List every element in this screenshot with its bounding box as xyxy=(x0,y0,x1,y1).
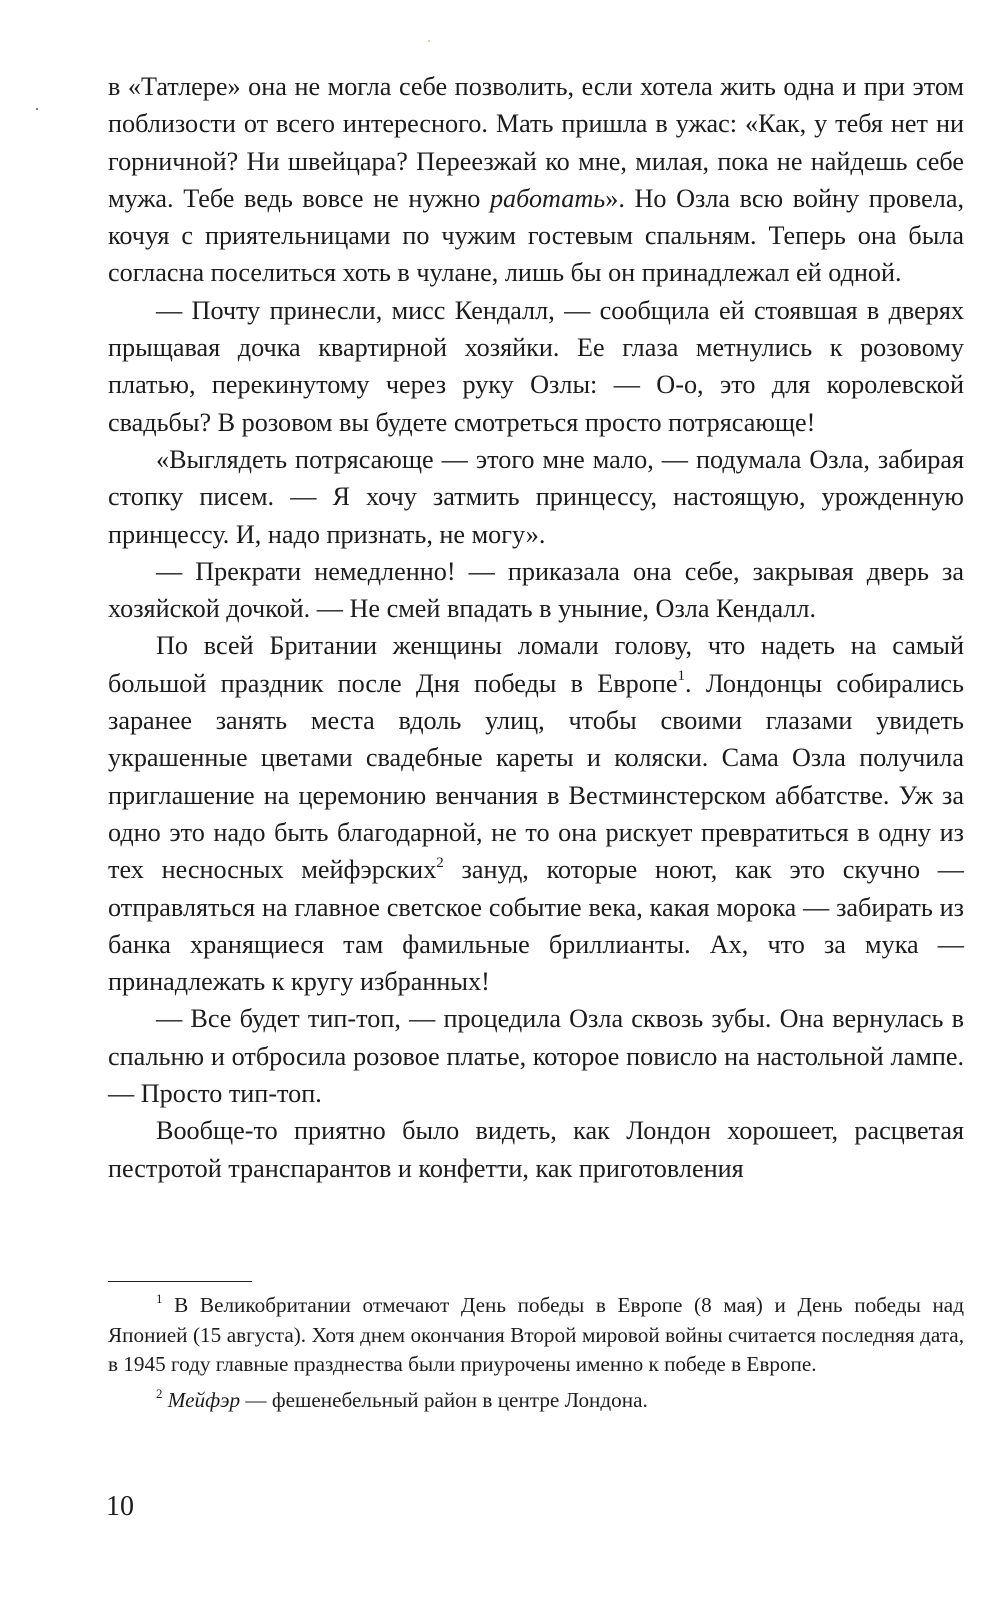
paragraph-5-part-2: . Лондонцы собирались заранее занять места вдоль улиц, чтобы своими глазами увидеть украшенные цветами свадебные кареты и коляски. Сама Озла получила приглашение на церемонию венчания в Вестминстерском аббатстве. Уж за одно это надо быть благодарной, не то она рискует превратиться в одну из тех несносных мейфэрских xyxy=(108,668,964,885)
paragraph-6: — Все будет тип-топ, — процедила Озла сквозь зубы. Она вернулась в спальню и отбросила розовое платье, которое повисло на настольной лампе. — Просто тип-топ. xyxy=(108,1004,964,1109)
scan-speck xyxy=(428,40,430,42)
page-number: 10 xyxy=(106,1491,134,1522)
footnotes xyxy=(108,1291,964,1415)
footnote-1-marker: 1 xyxy=(156,1290,163,1306)
footnote-1-text: В Великобритании отмечают День победы в Европе (8 мая) и День победы над Японией (15 августа). Хотя днем окончания Второй мировой войны считается последняя дата, в 1945 году главные празднества были приурочены именно к победе в Европе. xyxy=(108,1293,964,1377)
paragraph-7: Вообще-то приятно было видеть, как Лондон хорошеет, расцветая пестротой транспарантов и конфетти, как приготовления xyxy=(108,1116,964,1183)
paragraph-5-part-1: По всей Британии женщины ломали голову, что надеть на самый большой праздник после Дня победы в Европе xyxy=(108,631,964,698)
paragraph-1-part-1: в «Татлере» она не могла себе позволить, если хотела жить одна и при этом поблизости от всего интересного. Мать пришла в ужас: «Как, у тебя нет ни горничной? Ни швейцара? Переезжай ко мне, милая, пока не найдешь себе мужа. Тебе ведь вовсе не нужно xyxy=(108,72,964,213)
paragraph-1 xyxy=(108,68,964,292)
main-text xyxy=(108,68,964,1187)
scan-speck xyxy=(36,108,38,110)
footnote-2 xyxy=(108,1386,964,1416)
footnote-2-marker: 2 xyxy=(156,1385,163,1401)
paragraph-3: «Выглядеть потрясающе — этого мне мало, — подумала Озла, забирая стопку писем. — Я хочу затмить принцессу, настоящую, урожденную принцессу. И, надо признать, не могу». xyxy=(108,444,964,549)
emphasis-rabotat: работать xyxy=(489,183,606,213)
paragraph-4: — Прекрати немедленно! — приказала она себе, закрывая дверь за хозяйской дочкой. — Не смей впадать в уныние, Озла Кендалл. xyxy=(108,556,964,624)
paragraph-5-part-3: зануд, которые ноют, как это скучно — отправляться на главное светское событие века, какая морока — забирать из банка хранящиеся там фамильные бриллианты. Ах, что за мука — принадлежать к кругу избранных! xyxy=(108,855,964,997)
footnote-ref-1: 1 xyxy=(677,668,685,685)
paragraph-5 xyxy=(108,627,964,1000)
footnote-2-text: — фешенебельный район в центре Лондона. xyxy=(240,1387,648,1412)
footnote-ref-2: 2 xyxy=(436,854,444,871)
footnote-divider xyxy=(108,1281,252,1282)
footnote-1 xyxy=(108,1291,964,1380)
paragraph-2: — Почту принесли, мисс Кендалл, — сообщила ей стоявшая в дверях прыщавая дочка квартирной хозяйки. Ее глаза метнулись к розовому платью, перекинутому через руку Озлы: — О-о, это для королевской свадьбы? В розовом вы будете смотреться просто потрясающе! xyxy=(108,295,964,437)
paragraph-1-part-2: ». Но Озла всю войну провела, кочуя с приятельницами по чужим гостевым спальням. Теперь она была согласна поселиться хоть в чулане, лишь бы он принадлежал ей одной. xyxy=(108,183,964,288)
footnote-2-term: Мейфэр xyxy=(167,1387,241,1412)
